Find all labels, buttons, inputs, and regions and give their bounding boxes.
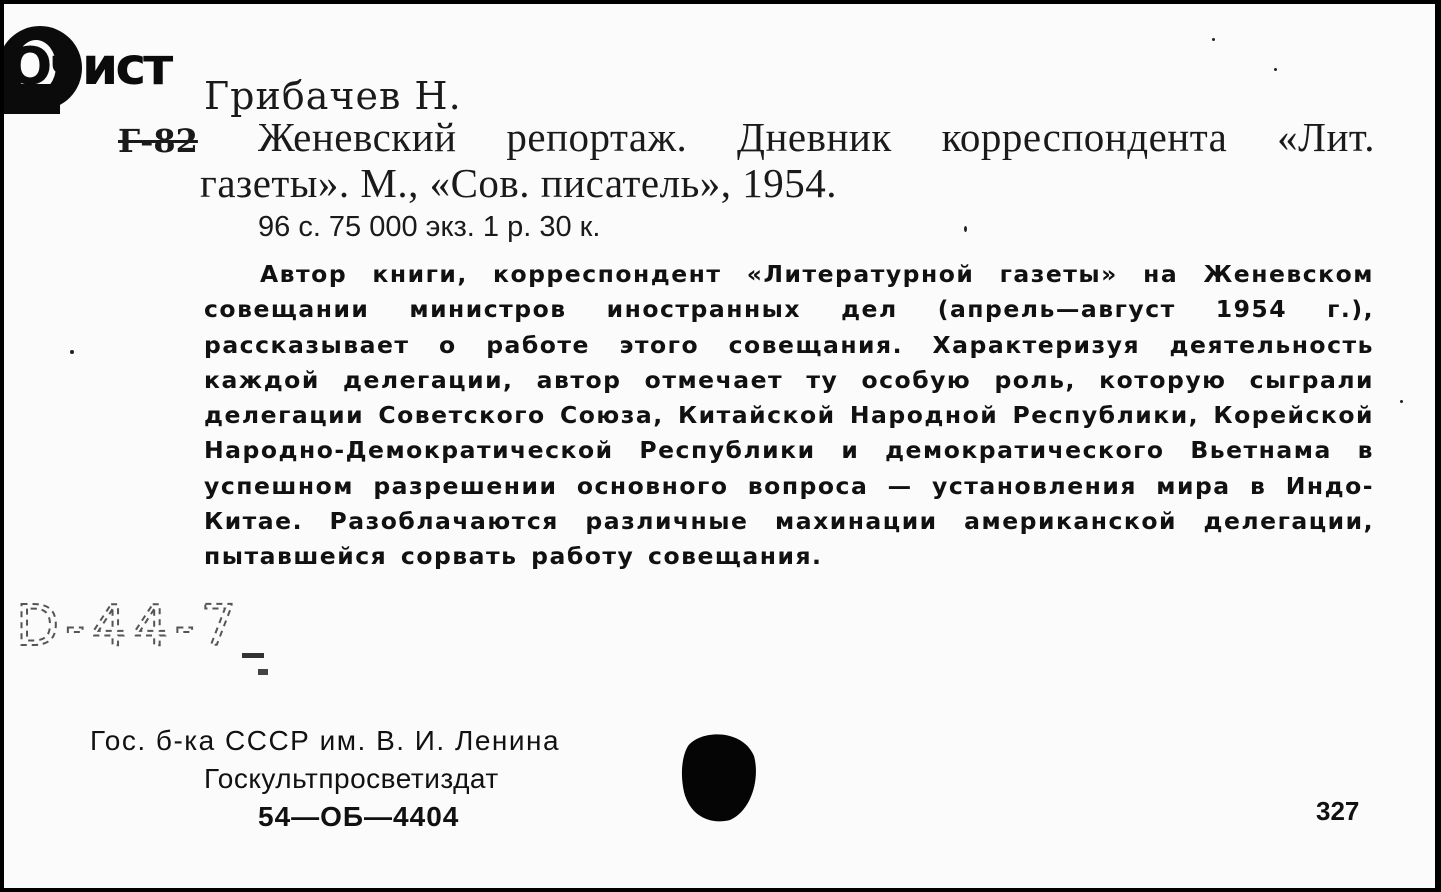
speck xyxy=(1274,68,1277,71)
speck xyxy=(1400,400,1403,403)
stamp-text: Очист xyxy=(8,37,171,97)
author: Грибачев Н. xyxy=(204,74,462,118)
publisher-block xyxy=(90,722,690,836)
publishing-house: Госкультпросветиздат xyxy=(204,763,499,794)
publisher-code: 54—ОБ—4404 xyxy=(258,801,460,832)
library-name: Гос. б-ка СССР им. В. И. Ленина xyxy=(90,725,561,756)
call-number: Г-82 xyxy=(118,122,198,160)
book-title: Женевский репортаж. Дневник корреспондента «Лит. газеты». М., «Сов. писатель», 1954. xyxy=(200,114,1375,206)
imprint: 96 с. 75 000 экз. 1 р. 30 к. xyxy=(258,211,601,243)
faded-stamp-text: D-44-7 xyxy=(16,594,243,659)
punch-hole xyxy=(680,728,758,823)
speck xyxy=(1212,38,1215,41)
speck xyxy=(70,350,74,354)
catalog-card xyxy=(4,4,1435,888)
annotation: Автор книги, корреспондент «Литературной газеты» на Женевском совещании министров иностранных дел (апрель—август 1954 г.), рассказывает о работе этого совещания. Характеризуя деятельность каждой делегации, автор отмечает ту особую роль, которую сыграли делегации Советского Союза, Китайской Народной Республики, Корейской Народно-Демократической Республики и демократического Вьетнама в успешном разрешении основного вопроса — установления мира в Индо-Китае. Разоблачаются различные махинации американской делегации, пытавшейся сорвать работу совещания. xyxy=(204,260,1374,571)
page-number: 327 xyxy=(1316,796,1360,826)
speck xyxy=(964,226,967,232)
faded-stamp xyxy=(12,589,302,689)
